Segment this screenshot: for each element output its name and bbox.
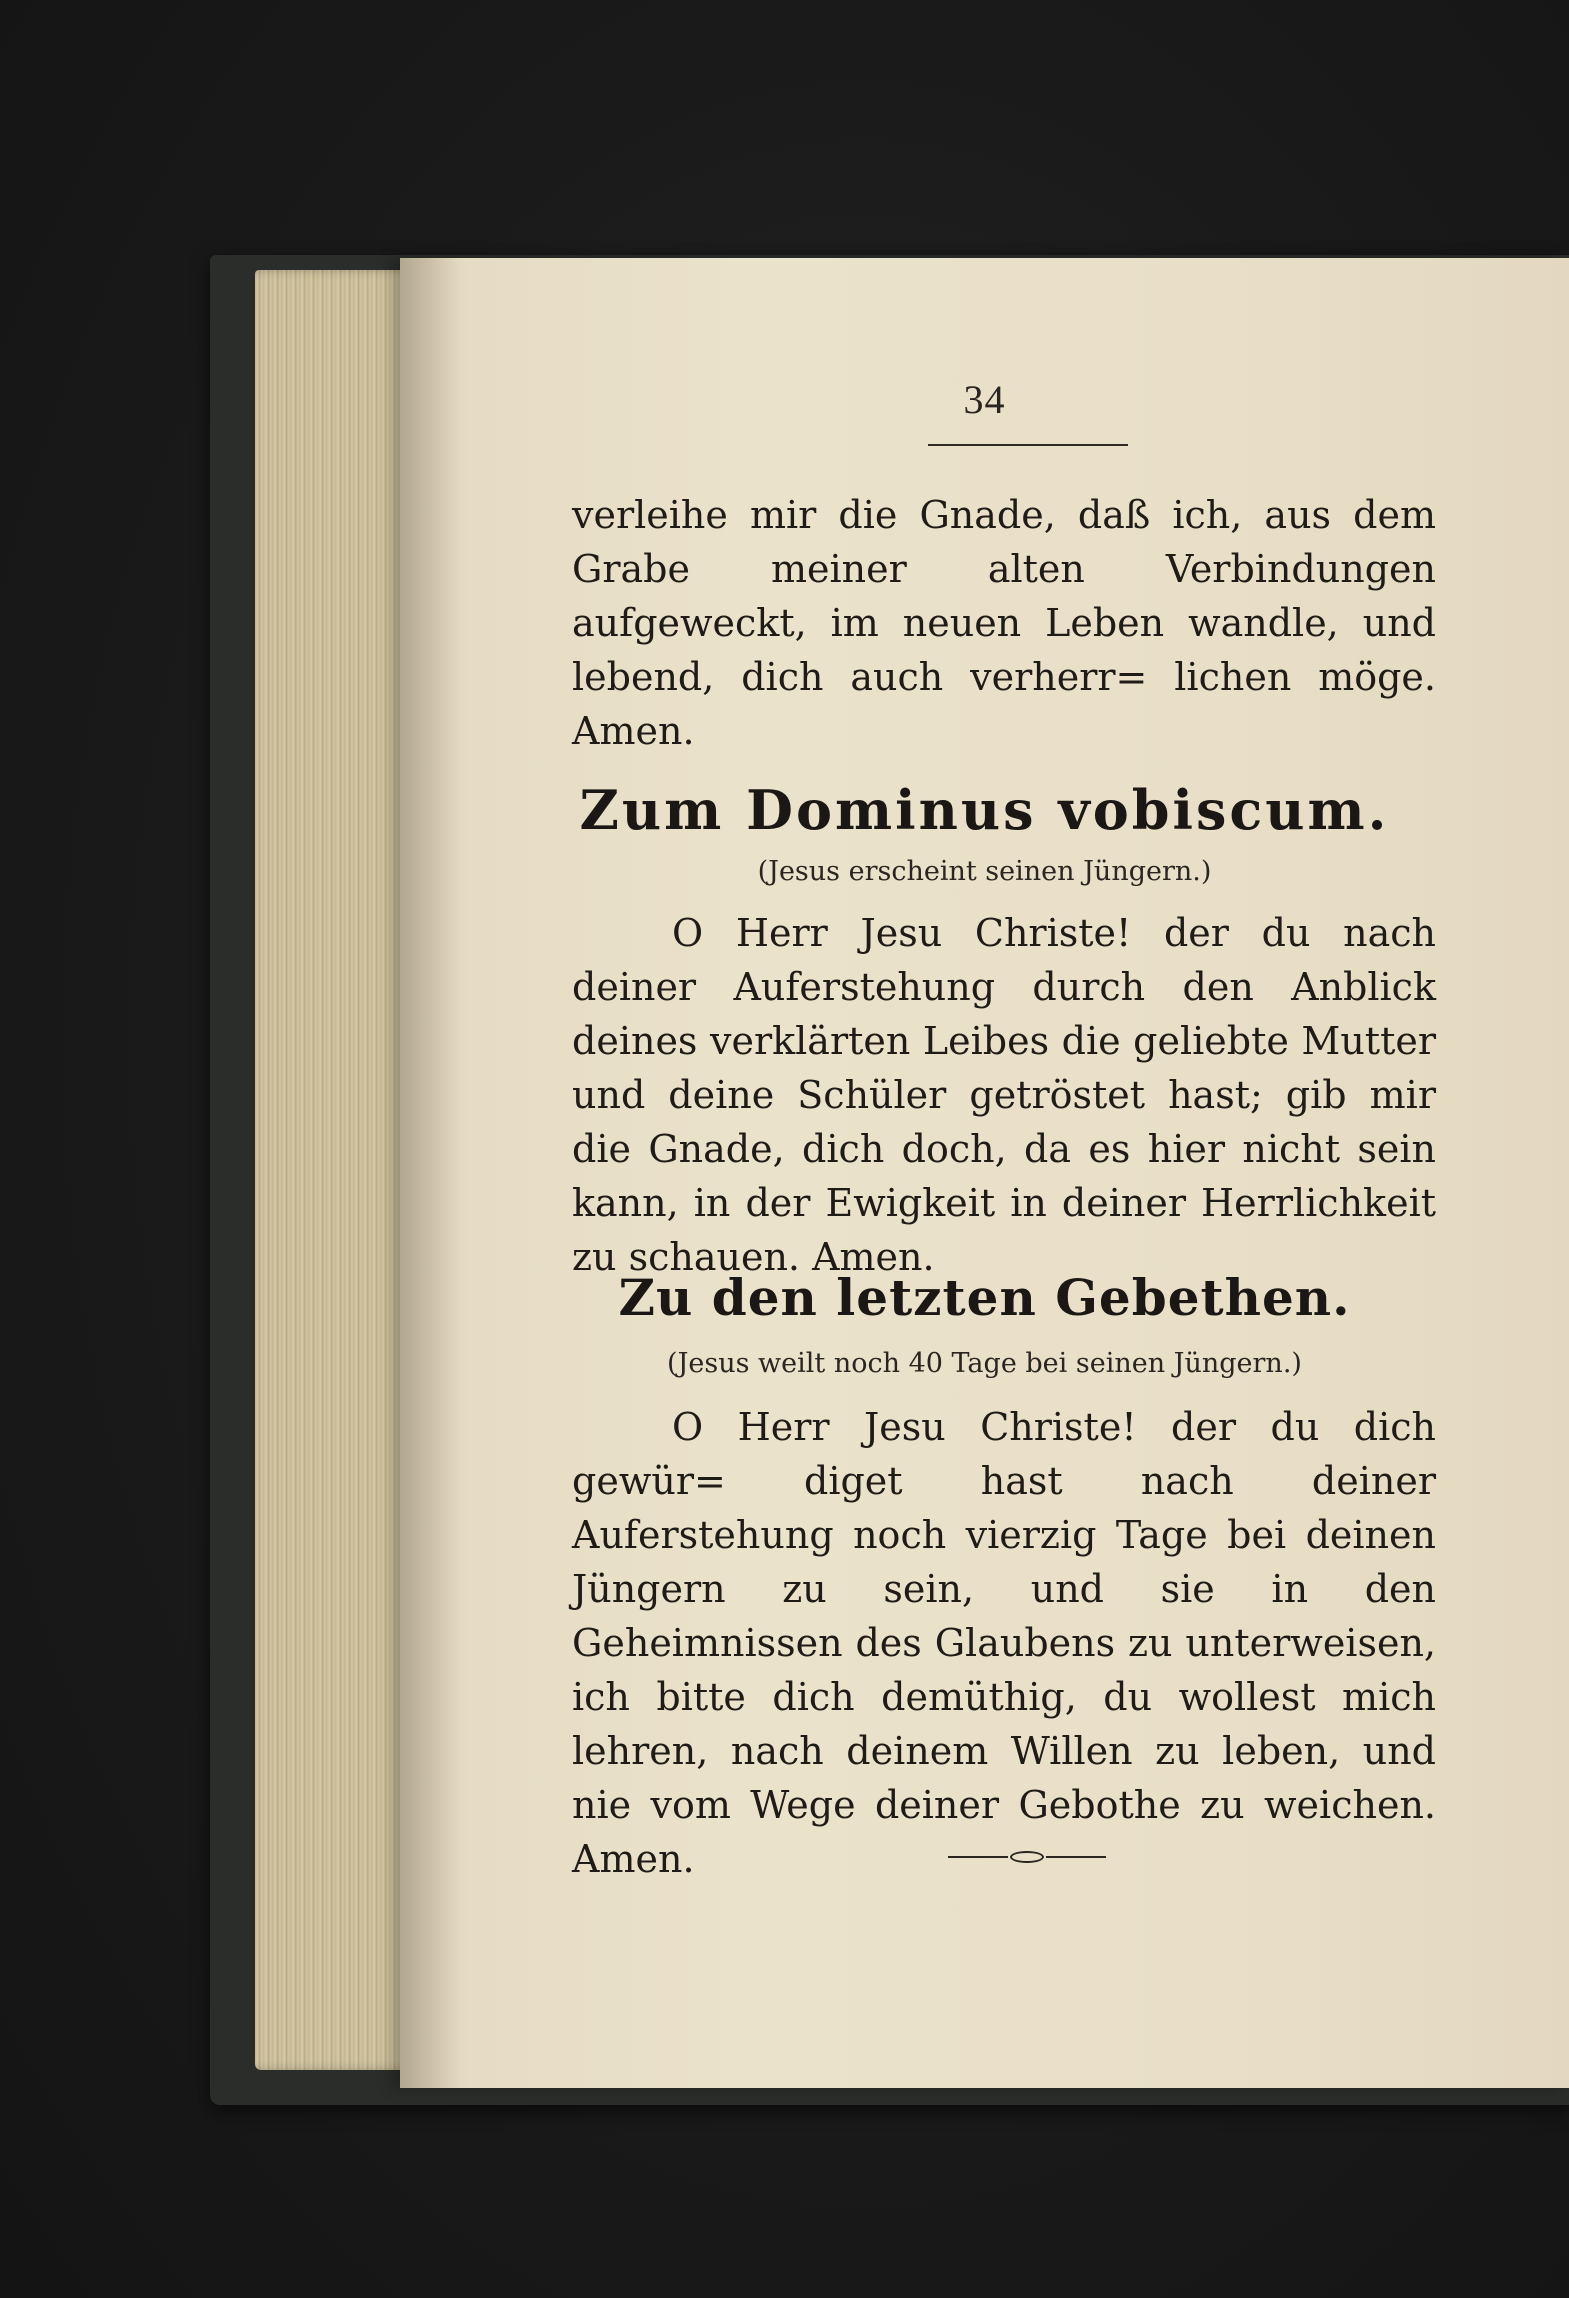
page-number: 34 <box>963 377 1006 422</box>
ornament-knot <box>1010 1851 1044 1863</box>
note-dominus: (Jesus erscheint seinen Jüngern.) <box>757 856 1212 887</box>
heading-dominus: Zum Dominus vobiscum. <box>579 778 1390 842</box>
gebethen-paragraph-block <box>572 1400 1436 1886</box>
end-ornament-icon <box>948 1850 1106 1864</box>
opening-paragraph-block <box>572 488 1436 758</box>
opening-paragraph: verleihe mir die Gnade, daß ich, aus dem Grabe meiner alten Verbindungen aufgeweckt, im neuen Leben wandle, und lebend, dich auch verherr= lichen möge. Amen. <box>572 493 1436 753</box>
dominus-paragraph: O Herr Jesu Christe! der du nach deiner Auferstehung durch den Anblick deines verklärten Leibes die geliebte Mutter und deine Schüler getröstet hast; gib mir die Gnade, dich doch, da es hier nicht sein kann, in der Ewigkeit in deiner Herrlichkeit zu schauen. Amen. <box>572 911 1436 1279</box>
heading-gebethen: Zu den letzten Gebethen. <box>618 1268 1351 1327</box>
gutter-shadow <box>400 258 460 2088</box>
ornament-line-right <box>1046 1856 1106 1858</box>
ornament-line-left <box>948 1856 1008 1858</box>
dominus-paragraph-block <box>572 906 1436 1284</box>
book-page <box>400 258 1569 2088</box>
gebethen-paragraph: O Herr Jesu Christe! der du dich gewür= diget hast nach deiner Auferstehung noch vierzig Tage bei deinen Jüngern zu sein, und sie in den Geheimnissen des Glaubens zu unterweisen, ich bitte dich demüthig, du wollest mich lehren, nach deinem Willen zu leben, und nie vom Wege deiner Gebothe zu weichen. Amen. <box>572 1405 1436 1881</box>
header-rule <box>928 444 1128 446</box>
note-gebethen: (Jesus weilt noch 40 Tage bei seinen Jüngern.) <box>667 1348 1302 1379</box>
